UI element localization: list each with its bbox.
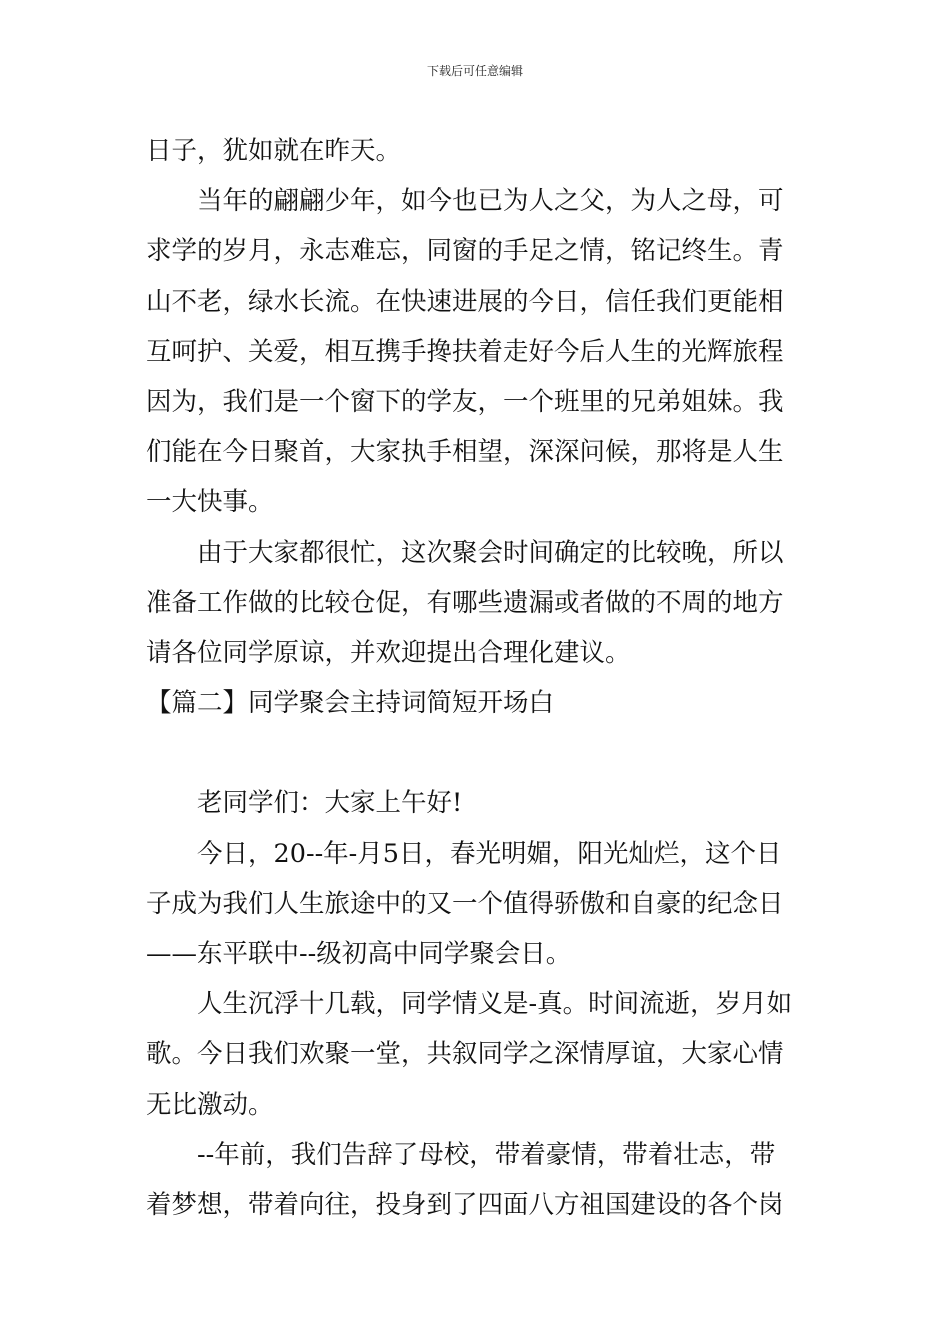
document-body [146, 126, 810, 1230]
paragraph-line: 当年的翩翩少年，如今也已为人之父，为人之母，可 [197, 186, 784, 217]
paragraph-line: --年前，我们告辞了母校，带着豪情，带着壮志，带 [197, 1139, 776, 1170]
text-line: 歌。今日我们欢聚一堂，共叙同学之深情厚谊，大家心情 [146, 1039, 784, 1070]
greeting-line: 老同学们：大家上午好! [197, 788, 463, 819]
text-line: 准备工作做的比较仓促，有哪些遗漏或者做的不周的地方 [146, 587, 784, 618]
text-line: 日子，犹如就在昨天。 [146, 136, 402, 166]
text-line: 着梦想，带着向往，投身到了四面八方祖国建设的各个岗 [146, 1189, 784, 1220]
paragraph-line: 由于大家都很忙，这次聚会时间确定的比较晚，所以 [197, 537, 784, 568]
blank-line [146, 728, 810, 778]
section-heading: 【篇二】同学聚会主持词简短开场白 [146, 688, 555, 719]
text-line: 请各位同学原谅，并欢迎提出合理化建议。 [146, 637, 631, 668]
text-line: 无比激动。 [146, 1089, 274, 1120]
text-line: 们能在今日聚首，大家执手相望，深深问候，那将是人生 [146, 437, 784, 468]
text-line: 山不老，绿水长流。在快速进展的今日，信任我们更能相 [146, 286, 784, 317]
page-header: 下载后可任意编辑 [426, 64, 523, 78]
text-line: 一大快事。 [146, 487, 274, 518]
text-line: 子成为我们人生旅途中的又一个值得骄傲和自豪的纪念日 [146, 888, 784, 919]
text-line: 求学的岁月，永志难忘，同窗的手足之情，铭记终生。青 [146, 236, 784, 267]
text-line: 因为，我们是一个窗下的学友，一个班里的兄弟姐妹。我 [146, 386, 784, 417]
paragraph-line: 人生沉浮十几载，同学情义是-真。时间流逝，岁月如 [197, 989, 793, 1020]
paragraph-line: 今日，20--年-月5日，春光明媚，阳光灿烂，这个日 [197, 838, 782, 869]
text-line: ——东平联中--级初高中同学聚会日。 [146, 939, 572, 969]
text-line: 互呵护、关爱，相互携手搀扶着走好今后人生的光辉旅程 [146, 336, 784, 367]
